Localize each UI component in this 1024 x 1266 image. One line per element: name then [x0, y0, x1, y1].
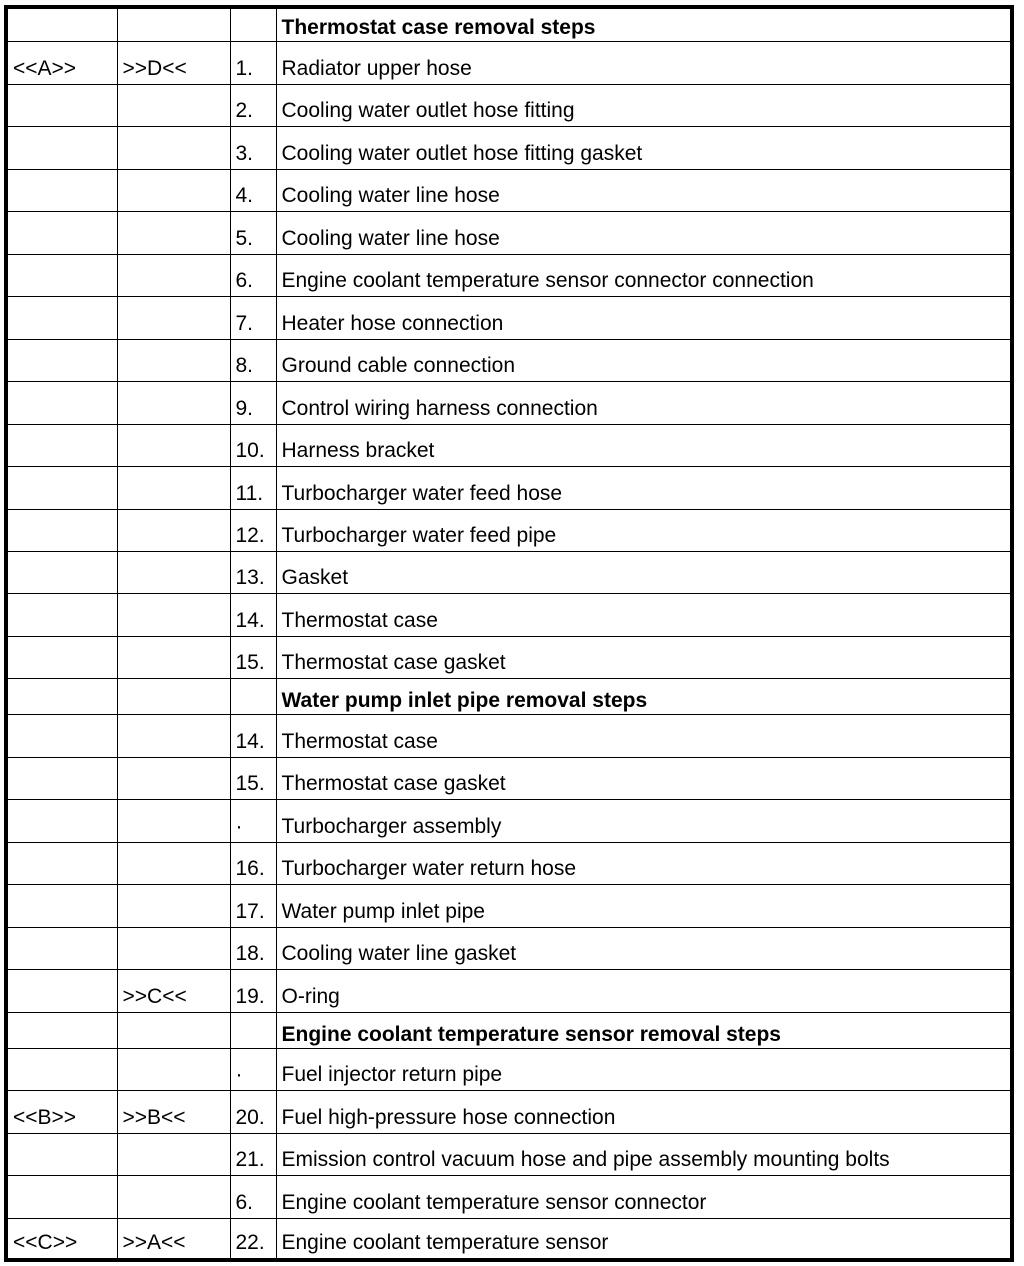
- procedure-mark-cell: [6, 593, 117, 636]
- step-description-cell: Radiator upper hose: [276, 41, 1012, 84]
- step-description-cell: Turbocharger water feed hose: [276, 466, 1012, 509]
- step-row: [6, 799, 1012, 842]
- procedure-mark-cell: [6, 169, 117, 211]
- step-description-cell: Emission control vacuum hose and pipe assembly mounting bolts: [276, 1133, 1012, 1175]
- step-number-cell: 5.: [230, 211, 276, 254]
- step-description-cell: Turbocharger water return hose: [276, 842, 1012, 884]
- procedure-mark-cell: [6, 126, 117, 169]
- step-number-cell: [230, 678, 276, 714]
- section-header-row: [6, 7, 1012, 41]
- service-mark-cell: [117, 211, 230, 254]
- step-number-cell: 6.: [230, 1175, 276, 1218]
- service-mark-cell: [117, 1012, 230, 1048]
- step-row: [6, 714, 1012, 757]
- step-number-cell: 9.: [230, 381, 276, 424]
- step-number-cell: 15.: [230, 757, 276, 799]
- section-title-cell: Water pump inlet pipe removal steps: [276, 678, 1012, 714]
- step-description-cell: Cooling water line gasket: [276, 927, 1012, 969]
- step-description-cell: Thermostat case: [276, 593, 1012, 636]
- step-description-cell: Cooling water line hose: [276, 211, 1012, 254]
- step-description-cell: Fuel injector return pipe: [276, 1048, 1012, 1090]
- section-title-cell: Thermostat case removal steps: [276, 7, 1012, 41]
- step-row: [6, 126, 1012, 169]
- removal-steps-sheet: [4, 5, 1014, 1259]
- procedure-mark-cell: <<C>>: [6, 1218, 117, 1260]
- step-number-cell: 4.: [230, 169, 276, 211]
- step-number-cell: 8.: [230, 339, 276, 381]
- step-description-cell: Cooling water outlet hose fitting: [276, 84, 1012, 126]
- service-mark-cell: [117, 884, 230, 927]
- procedure-mark-cell: [6, 7, 117, 41]
- step-row: [6, 339, 1012, 381]
- service-mark-cell: [117, 799, 230, 842]
- step-row: [6, 84, 1012, 126]
- step-number-cell: 12.: [230, 509, 276, 551]
- service-mark-cell: >>B<<: [117, 1090, 230, 1133]
- procedure-mark-cell: [6, 211, 117, 254]
- step-description-cell: Thermostat case gasket: [276, 757, 1012, 799]
- step-row: [6, 509, 1012, 551]
- step-description-cell: Engine coolant temperature sensor: [276, 1218, 1012, 1260]
- section-header-row: [6, 1012, 1012, 1048]
- procedure-mark-cell: [6, 799, 117, 842]
- step-description-cell: Cooling water line hose: [276, 169, 1012, 211]
- service-mark-cell: [117, 1133, 230, 1175]
- service-mark-cell: [117, 424, 230, 466]
- service-mark-cell: [117, 678, 230, 714]
- procedure-mark-cell: [6, 884, 117, 927]
- service-mark-cell: [117, 296, 230, 339]
- service-mark-cell: >>C<<: [117, 969, 230, 1012]
- step-number-cell: [230, 7, 276, 41]
- step-row: [6, 169, 1012, 211]
- step-number-cell: 11.: [230, 466, 276, 509]
- service-mark-cell: [117, 593, 230, 636]
- step-number-cell: ·: [230, 799, 276, 842]
- service-mark-cell: [117, 1175, 230, 1218]
- service-mark-cell: [117, 1048, 230, 1090]
- removal-steps-rows: [6, 7, 1012, 1260]
- step-description-cell: Cooling water outlet hose fitting gasket: [276, 126, 1012, 169]
- service-mark-cell: [117, 509, 230, 551]
- procedure-mark-cell: [6, 1012, 117, 1048]
- step-number-cell: 19.: [230, 969, 276, 1012]
- step-row: [6, 927, 1012, 969]
- step-number-cell: 3.: [230, 126, 276, 169]
- step-number-cell: 15.: [230, 636, 276, 678]
- step-row: [6, 969, 1012, 1012]
- service-mark-cell: >>A<<: [117, 1218, 230, 1260]
- step-number-cell: 7.: [230, 296, 276, 339]
- procedure-mark-cell: [6, 254, 117, 296]
- step-row: [6, 296, 1012, 339]
- step-row: [6, 636, 1012, 678]
- step-row: [6, 254, 1012, 296]
- step-row: [6, 842, 1012, 884]
- step-number-cell: 16.: [230, 842, 276, 884]
- service-mark-cell: [117, 254, 230, 296]
- step-number-cell: 22.: [230, 1218, 276, 1260]
- step-row: [6, 466, 1012, 509]
- service-mark-cell: [117, 842, 230, 884]
- step-row: [6, 381, 1012, 424]
- step-number-cell: 10.: [230, 424, 276, 466]
- procedure-mark-cell: [6, 424, 117, 466]
- step-description-cell: Ground cable connection: [276, 339, 1012, 381]
- procedure-mark-cell: [6, 551, 117, 593]
- removal-steps-table: [4, 5, 1014, 1262]
- procedure-mark-cell: [6, 84, 117, 126]
- step-number-cell: [230, 1012, 276, 1048]
- step-description-cell: Turbocharger water feed pipe: [276, 509, 1012, 551]
- step-number-cell: 14.: [230, 593, 276, 636]
- step-row: [6, 1048, 1012, 1090]
- step-row: [6, 41, 1012, 84]
- procedure-mark-cell: [6, 969, 117, 1012]
- step-description-cell: Fuel high-pressure hose connection: [276, 1090, 1012, 1133]
- service-mark-cell: [117, 714, 230, 757]
- procedure-mark-cell: [6, 296, 117, 339]
- procedure-mark-cell: [6, 714, 117, 757]
- step-description-cell: Engine coolant temperature sensor connector: [276, 1175, 1012, 1218]
- step-row: [6, 1090, 1012, 1133]
- service-mark-cell: [117, 339, 230, 381]
- step-number-cell: 21.: [230, 1133, 276, 1175]
- step-row: [6, 551, 1012, 593]
- step-number-cell: 1.: [230, 41, 276, 84]
- step-description-cell: Control wiring harness connection: [276, 381, 1012, 424]
- service-mark-cell: [117, 84, 230, 126]
- step-number-cell: 17.: [230, 884, 276, 927]
- procedure-mark-cell: [6, 757, 117, 799]
- step-number-cell: 14.: [230, 714, 276, 757]
- step-number-cell: 18.: [230, 927, 276, 969]
- step-description-cell: O-ring: [276, 969, 1012, 1012]
- service-mark-cell: [117, 551, 230, 593]
- procedure-mark-cell: [6, 509, 117, 551]
- procedure-mark-cell: [6, 466, 117, 509]
- step-description-cell: Turbocharger assembly: [276, 799, 1012, 842]
- service-mark-cell: [117, 169, 230, 211]
- step-row: [6, 757, 1012, 799]
- step-description-cell: Harness bracket: [276, 424, 1012, 466]
- step-number-cell: 6.: [230, 254, 276, 296]
- step-row: [6, 1218, 1012, 1260]
- service-mark-cell: [117, 381, 230, 424]
- step-description-cell: Heater hose connection: [276, 296, 1012, 339]
- step-number-cell: ·: [230, 1048, 276, 1090]
- step-row: [6, 1175, 1012, 1218]
- step-row: [6, 593, 1012, 636]
- procedure-mark-cell: [6, 1048, 117, 1090]
- step-description-cell: Thermostat case: [276, 714, 1012, 757]
- service-mark-cell: [117, 466, 230, 509]
- procedure-mark-cell: <<A>>: [6, 41, 117, 84]
- step-number-cell: 20.: [230, 1090, 276, 1133]
- step-number-cell: 13.: [230, 551, 276, 593]
- procedure-mark-cell: [6, 842, 117, 884]
- section-header-row: [6, 678, 1012, 714]
- procedure-mark-cell: [6, 927, 117, 969]
- step-description-cell: Gasket: [276, 551, 1012, 593]
- service-mark-cell: [117, 126, 230, 169]
- step-row: [6, 424, 1012, 466]
- step-description-cell: Engine coolant temperature sensor connector connection: [276, 254, 1012, 296]
- step-description-cell: Thermostat case gasket: [276, 636, 1012, 678]
- procedure-mark-cell: [6, 1175, 117, 1218]
- procedure-mark-cell: [6, 381, 117, 424]
- service-mark-cell: >>D<<: [117, 41, 230, 84]
- step-description-cell: Water pump inlet pipe: [276, 884, 1012, 927]
- step-row: [6, 1133, 1012, 1175]
- procedure-mark-cell: <<B>>: [6, 1090, 117, 1133]
- step-row: [6, 211, 1012, 254]
- service-mark-cell: [117, 757, 230, 799]
- procedure-mark-cell: [6, 678, 117, 714]
- step-row: [6, 884, 1012, 927]
- procedure-mark-cell: [6, 339, 117, 381]
- step-number-cell: 2.: [230, 84, 276, 126]
- service-mark-cell: [117, 927, 230, 969]
- service-mark-cell: [117, 7, 230, 41]
- section-title-cell: Engine coolant temperature sensor removal steps: [276, 1012, 1012, 1048]
- procedure-mark-cell: [6, 1133, 117, 1175]
- procedure-mark-cell: [6, 636, 117, 678]
- service-mark-cell: [117, 636, 230, 678]
